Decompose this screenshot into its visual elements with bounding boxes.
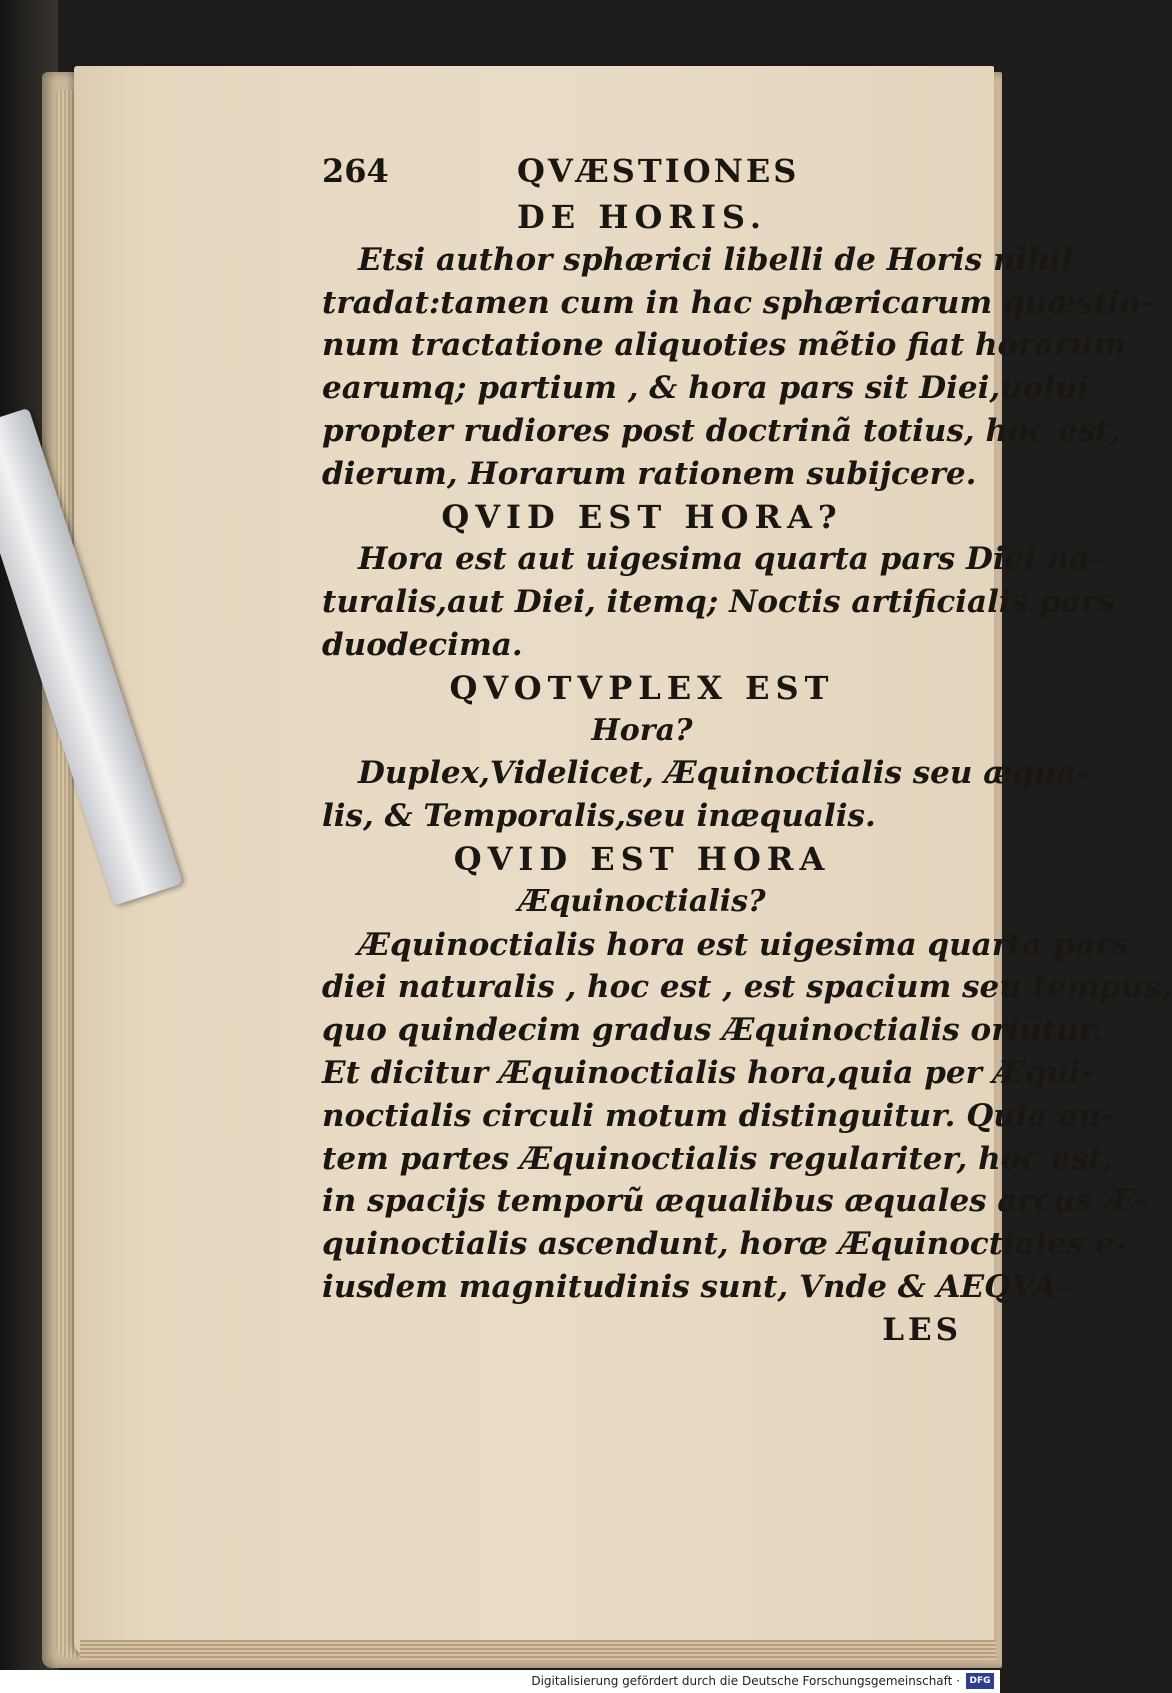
footer-bar (0, 1670, 1000, 1693)
text-line: quo quindecim gradus Æquinoctialis oriũtur. (322, 1012, 1103, 1049)
text-line: Et dicitur Æquinoctialis hora,quia per Æqui- (322, 1054, 1094, 1091)
running-title: QVÆSTIONES (517, 152, 800, 190)
running-head (322, 150, 962, 196)
text-line: Etsi author sphærici libelli de Horis nihil (358, 241, 1074, 278)
catchword: LES (882, 1311, 962, 1348)
text-line: Hora est aut uigesima quarta pars Diei na- (358, 541, 1103, 578)
text-line: tradat:tamen cum in hac sphæricarum quæstio- (322, 284, 1154, 321)
section-heading-de-horis: DE HORIS. (516, 198, 768, 236)
text-line: Duplex,Videlicet, Æquinoctialis seu æqua- (358, 755, 1090, 792)
section-heading-quotuplex: QVOTVPLEX EST (449, 668, 835, 707)
text-line: quinoctialis ascendunt, horæ Æquinoctiales e- (322, 1226, 1128, 1263)
text-line: turalis,aut Diei, itemq; Noctis artificialis pars (322, 584, 1115, 621)
text-line: propter rudiores post doctrinã totius, hoc est, (322, 412, 1121, 449)
section-subheading-aequinoctialis: Æquinoctialis? (518, 883, 766, 919)
dfg-logo: DFG (966, 1673, 994, 1689)
page-number: 264 (322, 152, 389, 190)
text-line: tem partes Æquinoctialis regulariter, hoc est, (322, 1140, 1114, 1177)
funding-credit: Digitalisierung gefördert durch die Deutsche Forschungsgemeinschaft · (531, 1674, 960, 1688)
text-line: dierum, Horarum rationem subijcere. (322, 455, 977, 492)
section-subheading-hora: Hora? (591, 712, 693, 748)
text-line: lis, & Temporalis,seu inæqualis. (322, 798, 876, 835)
text-line: Æquinoctialis hora est uigesima quarta pars (358, 926, 1129, 963)
text-line: num tractatione aliquoties mẽtio fiat horarum (322, 327, 1127, 364)
text-line: diei naturalis , hoc est , est spacium seu tempus, (322, 969, 1172, 1006)
text-line: in spacijs temporũ æqualibus æquales arcus Æ- (322, 1183, 1149, 1220)
section-heading-quid-est-hora-aequinoctialis: QVID EST HORA (453, 839, 831, 878)
text-line: iusdem magnitudinis sunt, Vnde & AEQVA- (322, 1268, 1070, 1305)
text-line: duodecima. (322, 626, 523, 663)
text-block (322, 150, 1172, 1352)
section-heading-quid-est-hora: QVID EST HORA? (441, 497, 843, 536)
page-edges-bottom (80, 1640, 996, 1660)
text-line: noctialis circuli motum distinguitur. Quia au- (322, 1097, 1114, 1134)
text-line: earumq; partium , & hora pars sit Diei,uolui (322, 370, 1090, 407)
